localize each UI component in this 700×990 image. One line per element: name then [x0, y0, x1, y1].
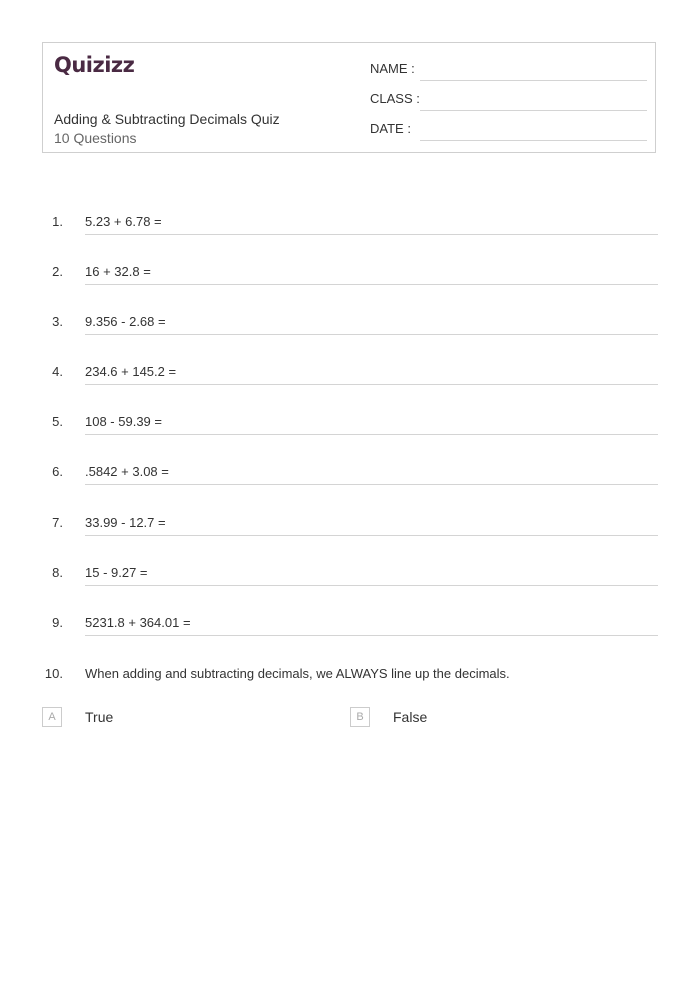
question-4: [42, 364, 658, 388]
answer-line[interactable]: [85, 635, 658, 636]
class-label: CLASS :: [370, 91, 420, 106]
question-number: 1.: [52, 214, 63, 229]
question-number: 10.: [44, 666, 63, 681]
question-1: [42, 214, 658, 238]
question-number: 6.: [52, 464, 63, 479]
option-text: True: [85, 709, 114, 725]
question-text: 33.99 - 12.7 =: [85, 515, 166, 530]
worksheet-header: [42, 42, 656, 153]
option-letter-box: A: [42, 707, 62, 727]
question-text: 5.23 + 6.78 =: [85, 214, 162, 229]
answer-line[interactable]: [85, 434, 658, 435]
question-7: [42, 515, 658, 539]
question-text: 15 - 9.27 =: [85, 565, 148, 580]
name-label: NAME :: [370, 61, 415, 76]
class-line: [420, 110, 647, 111]
question-number: 8.: [52, 565, 63, 580]
question-text: .5842 + 3.08 =: [85, 464, 169, 479]
date-line: [420, 140, 647, 141]
question-number: 3.: [52, 314, 63, 329]
question-text: 16 + 32.8 =: [85, 264, 151, 279]
question-text: 5231.8 + 364.01 =: [85, 615, 191, 630]
question-3: [42, 314, 658, 338]
question-text: 234.6 + 145.2 =: [85, 364, 177, 379]
option-letter-box: B: [350, 707, 370, 727]
option-text: False: [393, 709, 428, 725]
question-text: 108 - 59.39 =: [85, 414, 162, 429]
answer-line[interactable]: [85, 284, 658, 285]
question-text: When adding and subtracting decimals, we ALWAYS line up the decimals.: [85, 666, 510, 681]
question-6: [42, 464, 658, 488]
quizizz-logo: Quizizz: [54, 53, 135, 77]
quiz-title: Adding & Subtracting Decimals Quiz: [54, 111, 280, 127]
question-number: 7.: [52, 515, 63, 530]
question-count: 10 Questions: [54, 130, 137, 146]
answer-line[interactable]: [85, 384, 658, 385]
date-label: DATE :: [370, 121, 411, 136]
question-number: 4.: [52, 364, 63, 379]
question-9: [42, 615, 658, 639]
answer-line[interactable]: [85, 234, 658, 235]
answer-line[interactable]: [85, 585, 658, 586]
question-10: [42, 666, 658, 690]
question-number: 9.: [52, 615, 63, 630]
question-2: [42, 264, 658, 288]
answer-line[interactable]: [85, 535, 658, 536]
name-field[interactable]: [370, 61, 647, 81]
date-field[interactable]: [370, 121, 647, 141]
question-8: [42, 565, 658, 589]
name-line: [420, 80, 647, 81]
question-5: [42, 414, 658, 438]
question-number: 5.: [52, 414, 63, 429]
question-number: 2.: [52, 264, 63, 279]
class-field[interactable]: [370, 91, 647, 111]
question-text: 9.356 - 2.68 =: [85, 314, 166, 329]
answer-line[interactable]: [85, 484, 658, 485]
answer-line[interactable]: [85, 334, 658, 335]
